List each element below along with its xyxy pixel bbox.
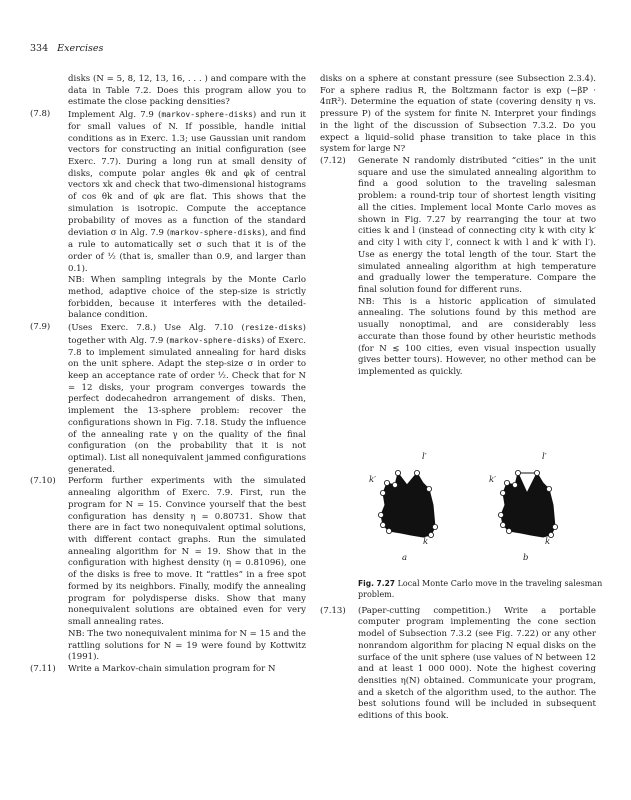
right-column bbox=[320, 74, 596, 723]
section-title: Exercises bbox=[57, 43, 104, 54]
exercise-text: Perform further experiments with the simulated annealing algorithm of Exerc. 7.9. First, run the program for N = 15. Convince yourself that the best configuration has density η = 0.80731. Show that there are in fact two nonequivalent optimal solutions, with different contact graphs. Run the simulated annealing algorithm for N = 19. Show that in the configuration with highest density (η = 0.81096), one of the disks is free to move. It “rattles” in a free spot formed by its neighbors. Finally, modify the annealing program for polydisperse disks. Show that many nonequivalent solutions are obtained even for very small annealing rates. bbox=[68, 476, 306, 628]
figure-7-27 bbox=[365, 452, 605, 565]
exercise-text: Write a Markov-chain simulation program for N bbox=[68, 663, 276, 674]
exercise-7-11 bbox=[30, 664, 306, 676]
page-number: 334 bbox=[30, 43, 49, 54]
exercise-number: (7.8) bbox=[30, 109, 51, 120]
panel-a-label: a bbox=[402, 553, 408, 563]
exercise-7-9 bbox=[30, 322, 306, 476]
left-column bbox=[30, 74, 306, 676]
label-k-prime-b: k′ bbox=[489, 475, 497, 485]
label-l-prime-a: l′ bbox=[422, 452, 427, 462]
exercise-note: NB: This is a historic application of simulated annealing. The solutions found by this method are usually nonoptimal, and are considerably less accurate than those found by other heuristic methods (for N ≲ 100 cities, even visual inspection usually gives better tours). However, no other method can be implemented as quickly. bbox=[358, 296, 596, 377]
label-k-b: k bbox=[545, 537, 551, 547]
label-k-prime-a: k′ bbox=[369, 475, 377, 485]
exercise-number: (7.10) bbox=[30, 476, 56, 487]
label-l-prime-b: l′ bbox=[542, 452, 547, 462]
tsp-move-diagram bbox=[365, 455, 605, 565]
exercise-continuation: disks (N = 5, 8, 12, 13, 16, . . . ) and compare with the data in Table 7.2. Does this program allow you to estimate the close packing densities? bbox=[68, 74, 306, 108]
exercise-continuation: disks on a sphere at constant pressure (see Subsection 2.3.4). For a sphere radius R, the Boltzmann factor is exp (−βP · 4πR²). Determine the equation of state (covering density η vs. pressure P) of the system for finite N. Interpret your findings in the light of the discussion of Subsection 7.3.2. Do you expect a liquid–solid phase transition to take place in this system for large N? bbox=[320, 74, 596, 155]
exercise-text: Implement Alg. 7.9 (markov-sphere-disks) and run it for small values of N. If possible, handle initial conditions as in Exerc. 1.3; use Gaussian unit random vectors for constructing an initial configuration (see Exerc. 7.7). During a long run at small density of disks, compute polar angles θk and φk of central vectors xk and check that two-dimensional histograms of cos θk and of φk are flat. This shows that the simulation is isotropic. Compute the acceptance probability of moves as a function of the standard deviation σ in Alg. 7.9 (markov-sphere-disks), and find a rule to automatically set σ such that it is of the order of ½ (that is, smaller than 0.9, and larger than 0.1). bbox=[68, 110, 307, 274]
algorithm-name: markov-sphere-disks bbox=[170, 228, 262, 238]
caption-text: Local Monte Carlo move in the traveling salesman problem. bbox=[358, 579, 603, 599]
exercise-7-12 bbox=[320, 156, 596, 379]
label-k-a: k bbox=[423, 537, 429, 547]
exercise-number: (7.9) bbox=[30, 322, 51, 333]
panel-a-tour bbox=[378, 470, 437, 537]
figure-caption bbox=[358, 578, 606, 600]
panel-b-tour bbox=[498, 470, 557, 537]
exercise-7-8 bbox=[30, 109, 306, 322]
exercise-text: Generate N randomly distributed “cities” in the unit square and use the simulated annealing algorithm to find a good solution to the traveling salesman problem: a round-trip tour of shortest length visiting all the cities. Implement local Monte Carlo moves as shown in Fig. 7.27 by rearranging the tour at two cities k and l (instead of connecting city k with city k′ and city l with city l′, connect k with l and k′ with l′). Use as energy the total length of the tour. Start the simulated annealing algorithm at high temperature and gradually lower the temperature. Compare the final solution found for different runs. bbox=[358, 156, 596, 295]
algorithm-name: markov-sphere-disks bbox=[169, 335, 261, 345]
exercise-number: (7.11) bbox=[30, 663, 56, 674]
algorithm-name: resize-disks bbox=[244, 323, 303, 333]
exercise-number: (7.13) bbox=[320, 605, 346, 616]
exercise-text: (Uses Exerc. 7.8.) Use Alg. 7.10 (resize-disks) together with Alg. 7.9 (markov-sphere-disks) of Exerc. 7.8 to implement simulated annealing for hard disks on the unit sphere. Adapt the step-size σ in order to keep an acceptance rate of order ½. Check that for N = 12 disks, your program converges towards the perfect dodecahedron arrangement of disks. Then, implement the 13-sphere problem: recover the configurations shown in Fig. 7.18. Study the influence of the annealing rate γ on the quality of the final configuration (on the probability that it is not optimal). List all nonequivalent jammed configurations generated. bbox=[68, 323, 306, 475]
exercise-text: (Paper-cutting competition.) Write a portable computer program implementing the cone section model of Subsection 7.3.2 (see Fig. 7.22) or any other nonrandom algorithm for placing N equal disks on the surface of the unit sphere (use values of N between 12 and at least 1 000 000). Note the highest covering densities η(N) obtained. Communicate your program, and a sketch of the algorithm used, to the author. The best solutions found will be included in subsequent editions of this book. bbox=[358, 605, 596, 722]
page-header bbox=[30, 43, 103, 54]
exercise-7-13 bbox=[320, 606, 596, 723]
panel-b-label: b bbox=[523, 553, 529, 563]
exercise-number: (7.12) bbox=[320, 156, 346, 167]
caption-label: Fig. 7.27 bbox=[358, 579, 396, 588]
algorithm-name: markov-sphere-disks bbox=[161, 110, 253, 120]
exercise-note: NB: The two nonequivalent minima for N = 15 and the rattling solutions for N = 19 were found by Kottwitz (1991). bbox=[68, 628, 306, 663]
exercise-note: NB: When sampling integrals by the Monte Carlo method, adaptive choice of the step-size is strictly forbidden, because it interferes with the detailed-balance condition. bbox=[68, 275, 306, 321]
exercise-7-10 bbox=[30, 476, 306, 664]
